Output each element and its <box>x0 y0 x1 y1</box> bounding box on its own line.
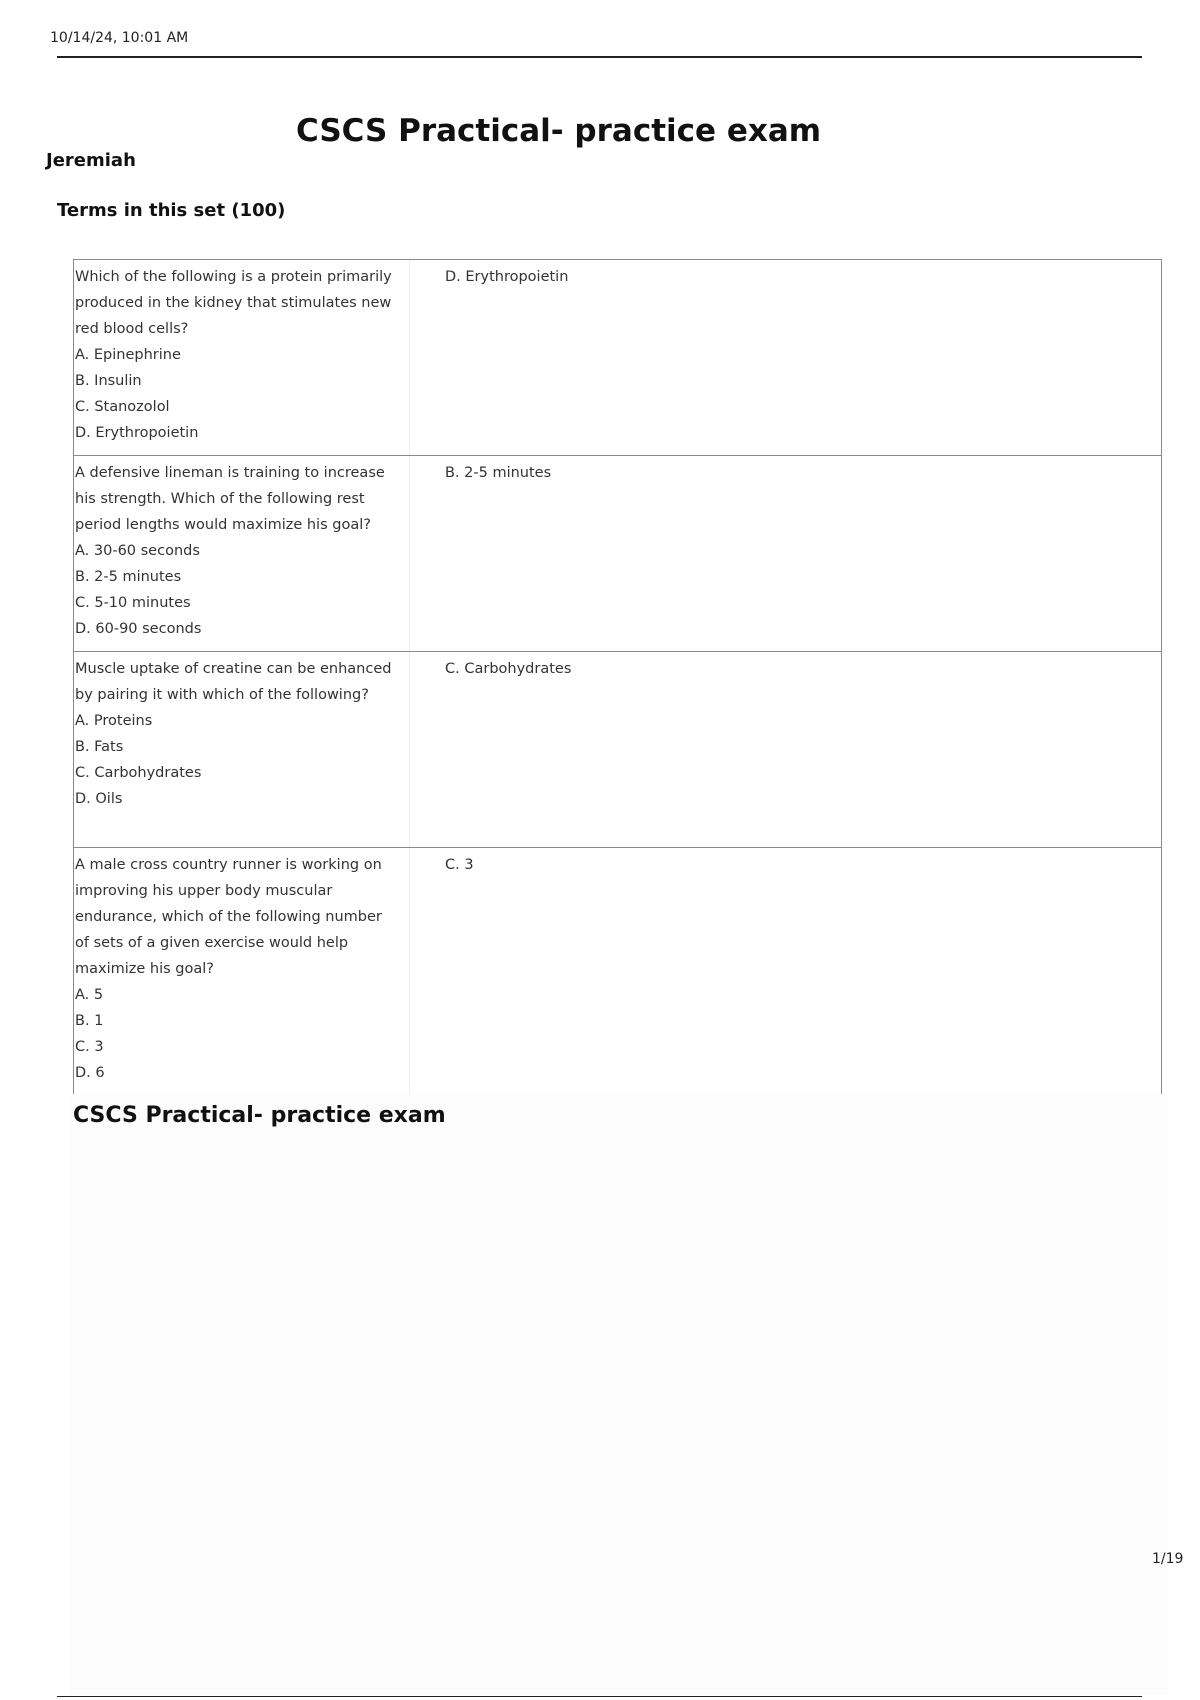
option-b: B. 2-5 minutes <box>75 569 182 585</box>
header-divider <box>57 56 1142 58</box>
option-a: A. Epinephrine <box>75 347 181 363</box>
flashcard-row <box>73 651 1162 847</box>
option-c: C. 5-10 minutes <box>75 595 191 611</box>
option-d: D. Oils <box>75 791 123 807</box>
flashcard-definition: B. 2-5 minutes <box>445 465 552 481</box>
flashcard-term <box>74 848 410 1094</box>
flashcard-definition: D. Erythropoietin <box>445 269 569 285</box>
option-b: B. 1 <box>75 1013 104 1029</box>
option-d: D. 60-90 seconds <box>75 621 202 637</box>
flashcard-row <box>73 259 1162 455</box>
flashcard-term <box>74 456 410 651</box>
flashcard-definition: C. Carbohydrates <box>445 661 572 677</box>
question-text: A defensive lineman is training to increase his strength. Which of the following rest period lengths would maximize his goal? <box>75 465 385 533</box>
option-b: B. Insulin <box>75 373 142 389</box>
option-c: C. Carbohydrates <box>75 765 202 781</box>
option-c: C. 3 <box>75 1039 104 1055</box>
question-text: Which of the following is a protein primarily produced in the kidney that stimulates new red blood cells? <box>75 269 392 337</box>
flashcard-definition: C. 3 <box>445 857 474 873</box>
repeated-title: CSCS Practical- practice exam <box>73 1103 446 1128</box>
footer-divider <box>57 1696 1142 1697</box>
flashcard-term <box>74 260 410 455</box>
option-c: C. Stanozolol <box>75 399 170 415</box>
flashcard-row <box>73 847 1162 1094</box>
page-number: 1/19 <box>1152 1551 1184 1567</box>
option-d: D. 6 <box>75 1065 105 1081</box>
option-a: A. 5 <box>75 987 104 1003</box>
option-a: A. Proteins <box>75 713 153 729</box>
option-a: A. 30-60 seconds <box>75 543 200 559</box>
flashcard-row <box>73 455 1162 651</box>
question-text: Muscle uptake of creatine can be enhanced by pairing it with which of the following? <box>75 661 392 703</box>
document-title: CSCS Practical- practice exam <box>296 113 822 149</box>
flashcard-table <box>73 259 1162 1094</box>
flashcard-term <box>74 652 410 847</box>
question-text: A male cross country runner is working on improving his upper body muscular endurance, which of the following number of sets of a given exercise would help maximize his goal? <box>75 857 382 977</box>
print-timestamp: 10/14/24, 10:01 AM <box>50 30 189 46</box>
terms-count-heading: Terms in this set (100) <box>57 200 286 221</box>
option-d: D. Erythropoietin <box>75 425 199 441</box>
author-name: Jeremiah <box>46 150 136 171</box>
page-continuation-panel <box>70 1095 1168 1695</box>
option-b: B. Fats <box>75 739 124 755</box>
